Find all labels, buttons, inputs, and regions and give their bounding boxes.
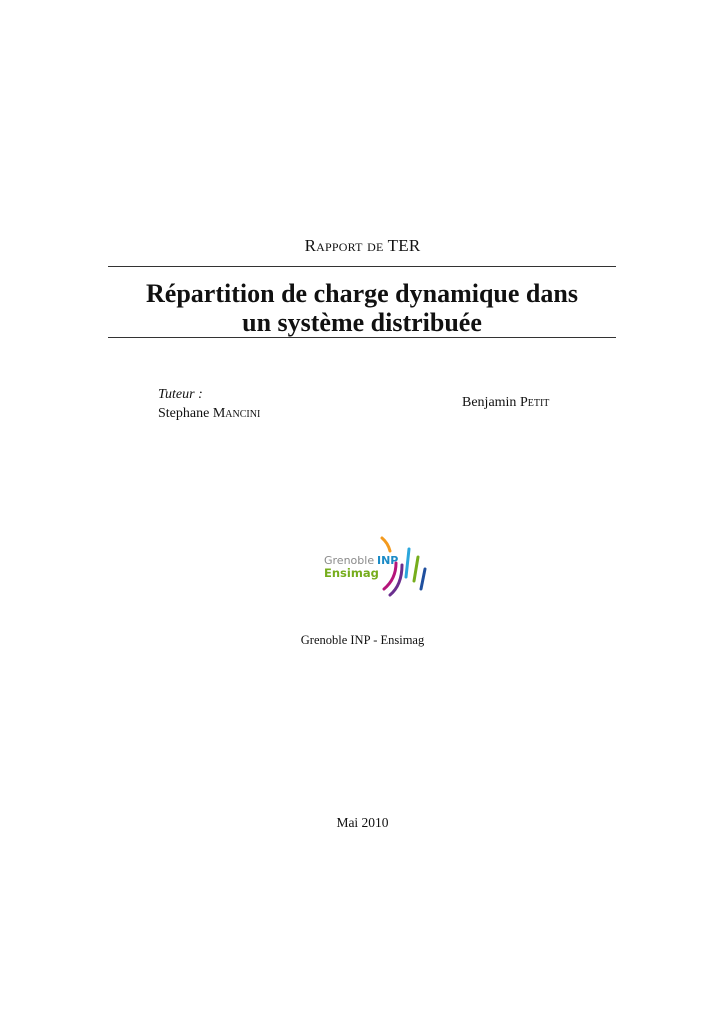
author-last-name: Petit xyxy=(519,395,550,410)
logo-stroke-orange xyxy=(382,538,390,551)
tutor-block xyxy=(158,385,260,423)
logo-stroke-blue xyxy=(421,569,425,589)
logo-text-grenoble: Grenoble xyxy=(324,554,375,567)
title-line-2: un système distribuée xyxy=(242,308,482,337)
author-block xyxy=(462,395,549,411)
tutor-name xyxy=(158,404,260,423)
logo-stroke-cyan xyxy=(406,549,409,577)
title-rule-bottom xyxy=(108,337,616,338)
title-rule-top xyxy=(108,266,616,267)
document-date: Mai 2010 xyxy=(336,815,389,830)
tutor-label: Tuteur : xyxy=(158,387,203,402)
logo-text-inp: INP xyxy=(377,554,399,567)
title-line-1: Répartition de charge dynamique dans xyxy=(146,279,578,308)
logo-text-ensimag: Ensimag xyxy=(324,566,379,580)
grenoble-inp-ensimag-logo xyxy=(322,535,432,605)
report-type: Rapport de TER xyxy=(304,236,421,255)
institution-name: Grenoble INP - Ensimag xyxy=(300,633,425,647)
tutor-first-name: Stephane xyxy=(158,406,210,421)
logo-stroke-green xyxy=(414,557,418,581)
document-title xyxy=(108,279,616,337)
tutor-last-name: Mancini xyxy=(212,406,261,421)
author-first-name: Benjamin xyxy=(462,395,517,410)
